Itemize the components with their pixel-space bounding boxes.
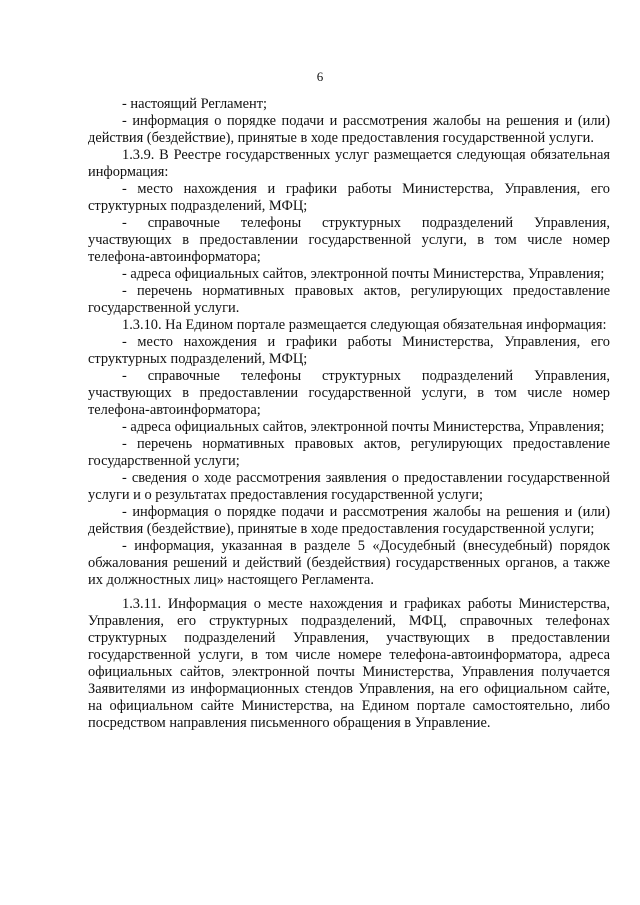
page-number: 6 xyxy=(316,69,324,84)
section-1-3-9: 1.3.9. В Реестре государственных услуг размещается следующая обязательная информация: xyxy=(88,147,610,180)
paragraph: - адреса официальных сайтов, электронной почты Министерства, Управления; xyxy=(122,419,605,435)
paragraph: - место нахождения и графики работы Министерства, Управления, его структурных подразделений, МФЦ; xyxy=(88,181,610,214)
paragraph: - адреса официальных сайтов, электронной почты Министерства, Управления; xyxy=(122,266,605,282)
paragraph: - настоящий Регламент; xyxy=(122,96,268,112)
paragraph: - информация о порядке подачи и рассмотрения жалобы на решения и (или) действия (бездействие), принятые в ходе предоставления государственной услуги. xyxy=(88,113,610,146)
paragraph: - перечень нормативных правовых актов, регулирующих предоставление государственной услуги; xyxy=(88,436,610,469)
paragraph: - справочные телефоны структурных подразделений Управления, участвующих в предоставлении государственной услуги, в том числе номер телефона-автоинформатора; xyxy=(88,368,610,418)
paragraph: - информация, указанная в разделе 5 «Досудебный (внесудебный) порядок обжалования решений и действий (бездействия) государственных органов, а также их должностных лиц» настоящего Регламента. xyxy=(88,538,610,588)
section-1-3-10: 1.3.10. На Едином портале размещается следующая обязательная информация: xyxy=(122,317,607,333)
paragraph: - перечень нормативных правовых актов, регулирующих предоставление государственной услуги. xyxy=(88,283,610,316)
paragraph: - информация о порядке подачи и рассмотрения жалобы на решения и (или) действия (бездействие), принятые в ходе предоставления государственной услуги; xyxy=(88,504,610,537)
paragraph: - место нахождения и графики работы Министерства, Управления, его структурных подразделений, МФЦ; xyxy=(88,334,610,367)
paragraph: - справочные телефоны структурных подразделений Управления, участвующих в предоставлении государственной услуги, в том числе номер телефона-автоинформатора; xyxy=(88,215,610,265)
paragraph: - сведения о ходе рассмотрения заявления о предоставлении государственной услуги и о результатах предоставления государственной услуги; xyxy=(88,470,610,503)
section-1-3-11: 1.3.11. Информация о месте нахождения и графиках работы Министерства, Управления, его структурных подразделений, МФЦ, справочных телефонах структурных подразделений Управления, участвующих в предоставлении государственной услуги, в том числе номере телефона-автоинформатора, адреса официальных сайтов, электронной почты Министерства, Управления получается Заявителями из информационных стендов Управления, на его официальном сайте, на официальном сайте Министерства, на Едином портале самостоятельно, либо посредством направления письменного обращения в Управление. xyxy=(88,596,610,731)
document-body xyxy=(88,96,610,732)
